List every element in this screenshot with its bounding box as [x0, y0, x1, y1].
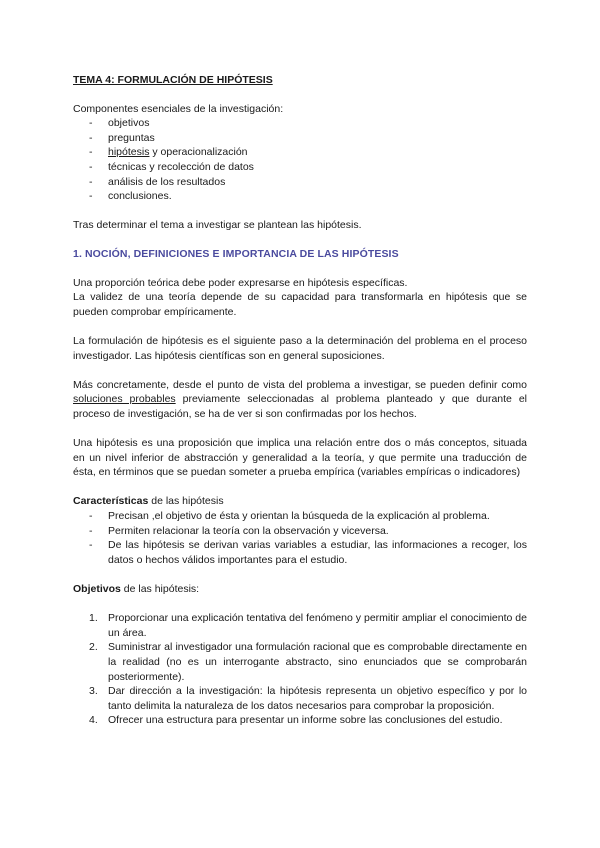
underlined-term: soluciones probables	[73, 393, 176, 406]
list-item: 2. Suministrar al investigador una formulación racional que es comprobable directamente en la realidad (no es un interrogante abstracto, sino enunciados que se comprobarán posteriormente).	[89, 641, 527, 683]
objetivos-list	[73, 611, 527, 728]
caracteristicas-list	[73, 509, 527, 567]
components-list	[73, 116, 527, 204]
document-body	[73, 73, 527, 728]
list-item: - preguntas	[73, 131, 527, 146]
list-item: - objetivos	[73, 116, 527, 131]
list-item: - análisis de los resultados	[73, 175, 527, 190]
underlined-term: hipótesis	[108, 146, 150, 159]
paragraph: Una hipótesis es una proposición que implica una relación entre dos o más conceptos, situada en un nivel inferior de abstracción y generalidad a la teoría, y que permite una traducción de ésta, en términos que se puedan someter a prueba empírica (variables empíricas o indicadores)	[73, 437, 527, 479]
paragraph: Una proporción teórica debe poder expresarse en hipótesis específicas.	[73, 276, 408, 289]
list-item: 3. Dar dirección a la investigación: la hipótesis representa un objetivo específico y por lo tanto delimita la naturaleza de los datos necesarios para comprobar la proposición.	[89, 685, 527, 712]
subheading-caracteristicas: Características de las hipótesis	[73, 495, 224, 508]
list-item: - conclusiones.	[73, 189, 527, 204]
list-item: 4. Ofrecer una estructura para presentar un informe sobre las conclusiones del estudio.	[89, 714, 503, 727]
list-item: - De las hipótesis se derivan varias variables a estudiar, las informaciones a recoger, los datos o hechos válidos importantes para el estudio.	[73, 538, 527, 567]
intro-after: Tras determinar el tema a investigar se plantean las hipótesis.	[73, 219, 362, 232]
subheading-objetivos: Objetivos de las hipótesis:	[73, 583, 200, 595]
section-heading: 1. NOCIÓN, DEFINICIONES E IMPORTANCIA DE LAS HIPÓTESIS	[73, 247, 399, 260]
list-item: - Precisan ,el objetivo de ésta y orientan la búsqueda de la explicación al problema.	[73, 509, 527, 524]
list-item: - técnicas y recolección de datos	[73, 160, 527, 175]
page-title: TEMA 4: FORMULACIÓN DE HIPÓTESIS	[73, 74, 273, 86]
list-item: - Permiten relacionar la teoría con la observación y viceversa.	[73, 524, 527, 539]
list-item: 1. Proporcionar una explicación tentativa del fenómeno y permitir ampliar el conocimiento de un área.	[89, 612, 527, 639]
paragraph: La validez de una teoría depende de su capacidad para transformarla en hipótesis que se pueden comprobar empíricamente.	[73, 291, 527, 318]
paragraph: Más concretamente, desde el punto de vista del problema a investigar, se pueden definir como soluciones probables previamente seleccionadas al problema planteado y que durante el proceso de investigación, se ha de ver si son confirmadas por los hechos.	[73, 378, 527, 420]
intro-lead: Componentes esenciales de la investigación:	[73, 102, 284, 115]
list-item: - hipótesis y operacionalización	[73, 145, 527, 160]
paragraph: La formulación de hipótesis es el siguiente paso a la determinación del problema en el proceso investigador. Las hipótesis científicas son en general suposiciones.	[73, 334, 527, 362]
